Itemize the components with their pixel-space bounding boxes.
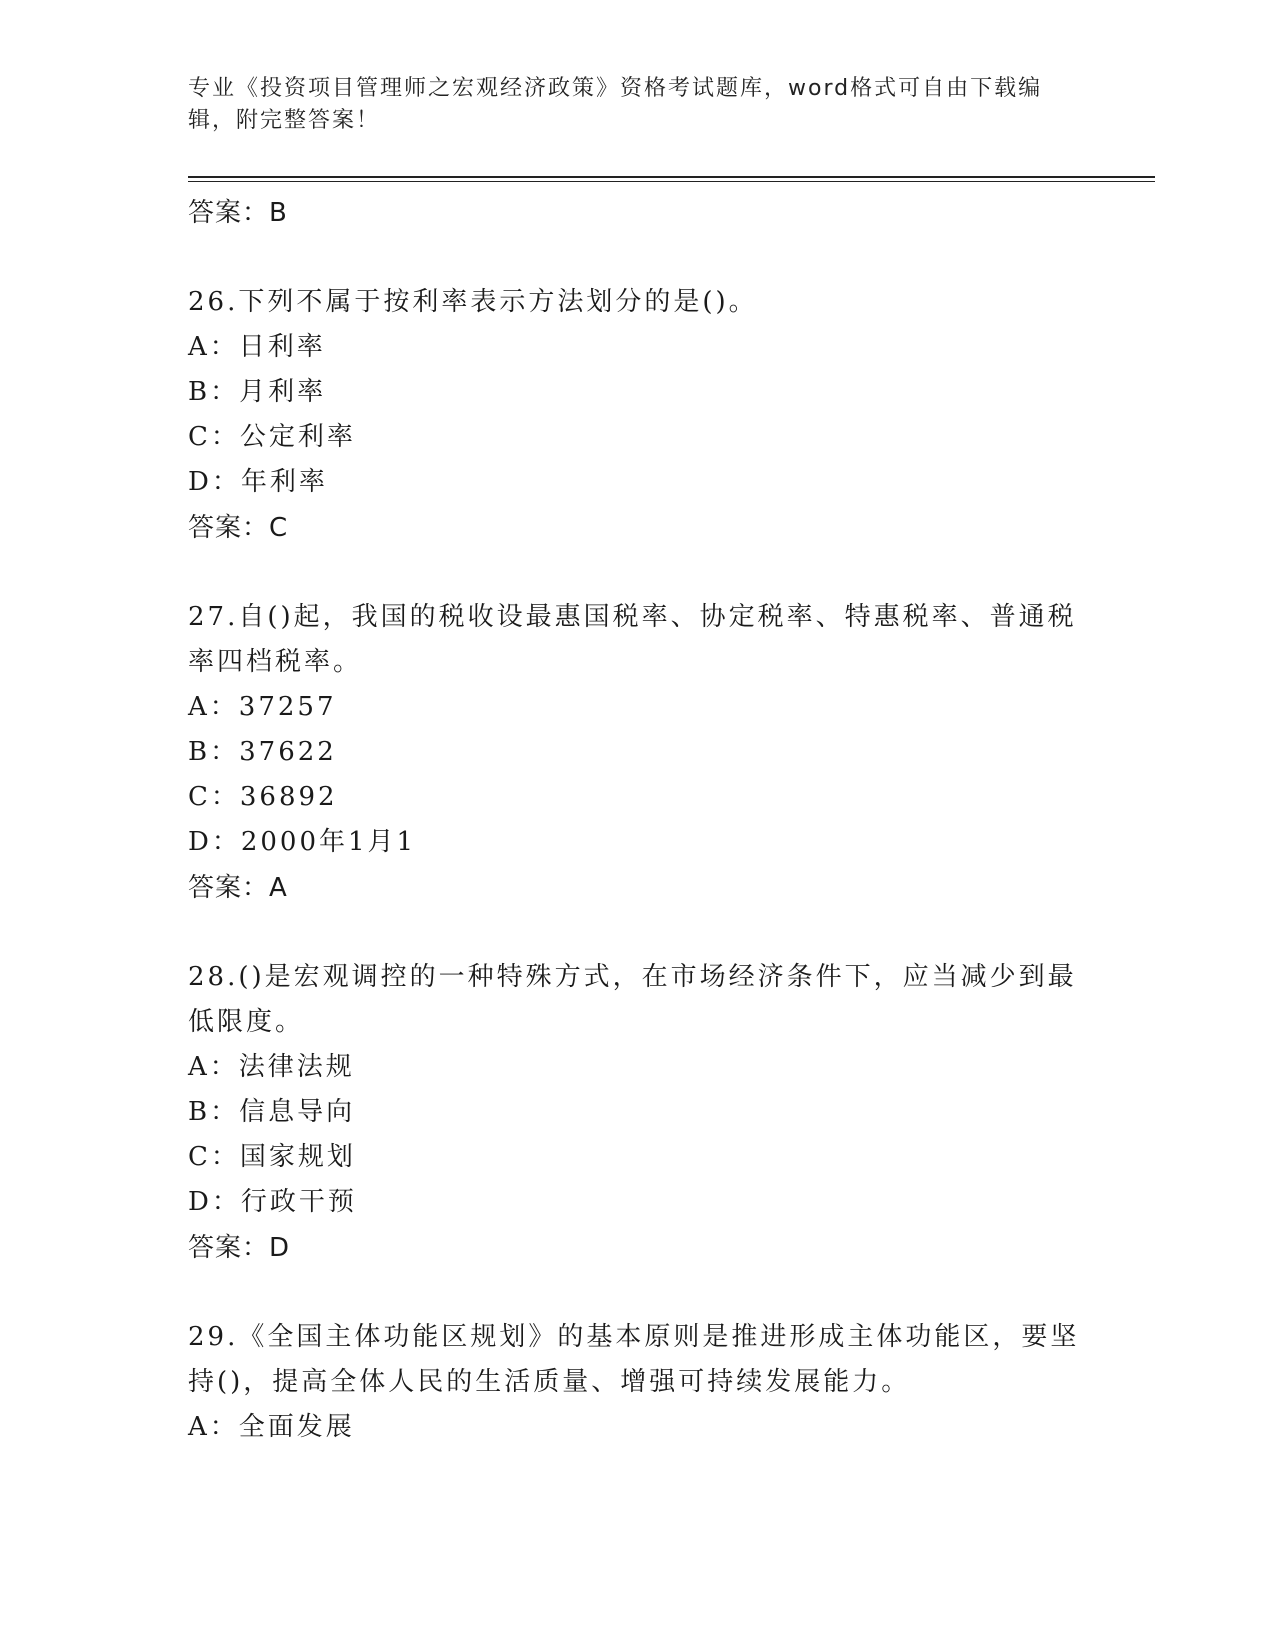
question-26 <box>188 280 1088 551</box>
question-28-text-line-2: 低限度。 <box>188 1007 305 1037</box>
question-28-option-c: C：国家规划 <box>188 1142 356 1172</box>
question-27-text-line-1: 27.自()起，我国的税收设最惠国税率、协定税率、特惠税率、普通税 <box>188 602 1077 632</box>
header-line-2: 辑，附完整答案！ <box>188 108 381 133</box>
question-27-option-d: D：2000年1月1 <box>188 827 417 857</box>
answer-25: 答案：B <box>188 198 288 228</box>
question-26-option-c: C：公定利率 <box>188 422 356 452</box>
question-29-text-line-1: 29.《全国主体功能区规划》的基本原则是推进形成主体功能区，要坚 <box>188 1322 1080 1352</box>
question-26-option-d: D：年利率 <box>188 467 328 497</box>
question-29-text-line-2: 持()，提高全体人民的生活质量、增强可持续发展能力。 <box>188 1367 911 1397</box>
question-27 <box>188 595 1088 911</box>
header-rule-thick <box>188 176 1155 178</box>
question-28-option-a: A：法律法规 <box>188 1052 355 1082</box>
question-28-option-b: B：信息导向 <box>188 1097 356 1127</box>
question-26-option-a: A：日利率 <box>188 332 326 362</box>
question-26-text: 26.下列不属于按利率表示方法划分的是()。 <box>188 287 758 317</box>
question-29 <box>188 1315 1088 1450</box>
question-27-answer: 答案：A <box>188 873 288 903</box>
question-list <box>188 190 1088 1450</box>
question-27-option-a: A：37257 <box>188 692 337 722</box>
header-line-1: 专业《投资项目管理师之宏观经济政策》资格考试题库，word格式可自由下载编 <box>188 76 1043 101</box>
question-28-text-line-1: 28.()是宏观调控的一种特殊方式，在市场经济条件下，应当减少到最 <box>188 962 1077 992</box>
question-27-text-line-2: 率四档税率。 <box>188 647 363 677</box>
question-28-option-d: D：行政干预 <box>188 1187 357 1217</box>
question-27-option-c: C：36892 <box>188 782 338 812</box>
header-rule-thin <box>188 181 1155 182</box>
question-26-option-b: B：月利率 <box>188 377 327 407</box>
question-28-answer: 答案：D <box>188 1233 291 1263</box>
question-26-answer: 答案：C <box>188 513 289 543</box>
question-28 <box>188 955 1088 1271</box>
question-29-option-a: A：全面发展 <box>188 1412 355 1442</box>
question-27-option-b: B：37622 <box>188 737 337 767</box>
document-header <box>188 73 1068 137</box>
